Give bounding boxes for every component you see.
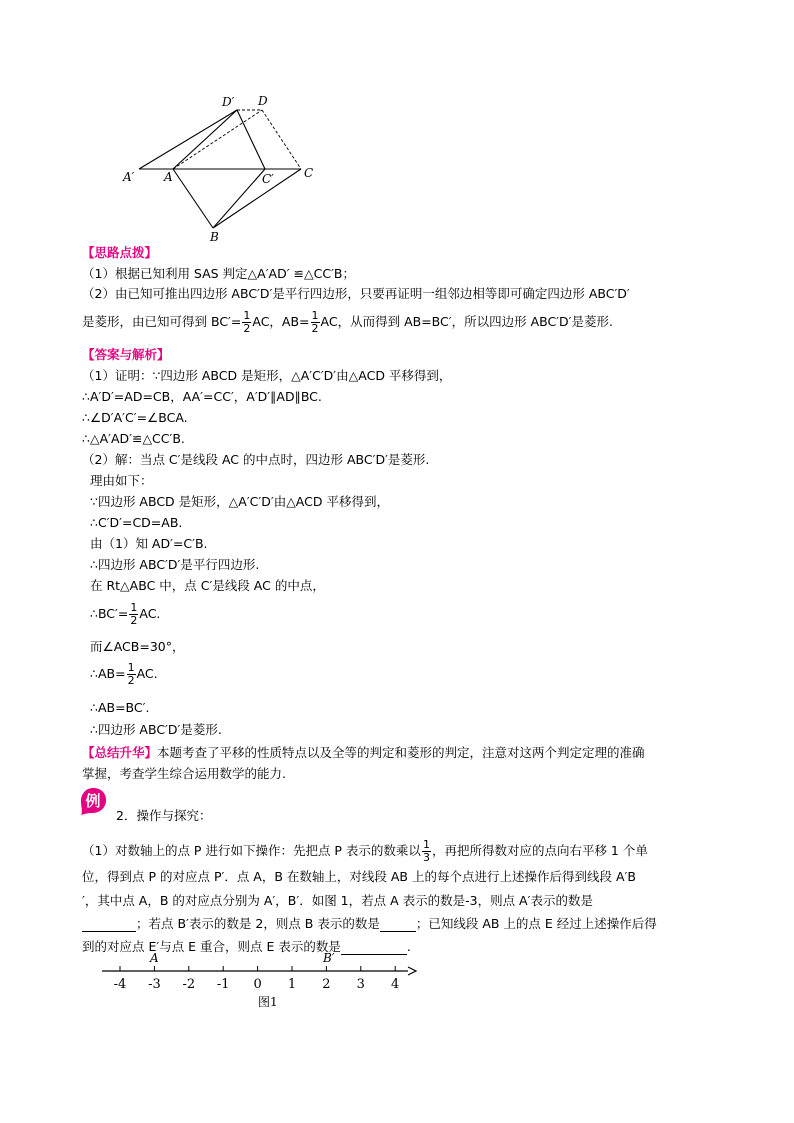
answer-blank-1[interactable] <box>82 919 136 932</box>
tick-label: 3 <box>356 977 365 992</box>
approach-line-3-a: 是菱形，由已知可得到 BC′= <box>82 314 242 329</box>
label-A: A <box>164 170 173 184</box>
solution-line-9: 由（1）知 AD′=C′B. <box>90 536 208 551</box>
example-line-1: （1）对数轴上的点 P 进行如下操作：先把点 P 表示的数乘以 $\frac{1}{3}$ ，再把所得数对应的点向右平移 1 个单 <box>82 838 648 864</box>
solution-line-1: （1）证明：∵四边形 ABCD 是矩形，△A′C′D′由△ACD 平移得到， <box>82 368 452 383</box>
solution-line-8: ∴C′D′=CD=AB. <box>90 515 183 530</box>
geometry-figure <box>110 88 330 248</box>
approach-line-2: （2）由已知可推出四边形 ABC′D′是平行四边形，只要再证明一组邻边相等即可确定四边形 ABC′D′ <box>82 286 630 301</box>
fraction-third: $\frac{1}{3}$ <box>422 838 430 864</box>
label-Cp: C′ <box>262 172 274 186</box>
example-line-2: 位，得到点 P 的对应点 P′．点 A，B 在数轴上，对线段 AB 上的每个点进行上述操作后得到线段 A′B <box>82 869 636 884</box>
label-D: D <box>258 94 268 108</box>
fraction-half: $\frac{1}{2}$ <box>127 661 135 687</box>
tick-label: 1 <box>287 977 297 992</box>
example-line-5: 到的对应点 E′与点 E 重合，则点 E 表示的数是 . <box>82 939 411 954</box>
label-C: C <box>304 166 314 180</box>
solution-line-2: ∴A′D′=AD=CB，AA′=CC′，A′D′∥AD∥BC. <box>82 389 322 404</box>
solution-line-11: 在 Rt△ABC 中，点 C′是线段 AC 的中点， <box>90 578 325 593</box>
tick-label: -4 <box>113 977 127 992</box>
segment-ADp <box>173 110 237 169</box>
summary-line-2: 掌握，考查学生综合运用数学的能力. <box>82 766 286 781</box>
summary-line-1: 【总结升华】本题考查了平移的性质特点以及全等的判定和菱形的判定，注意对这两个判定定理的准确 <box>82 745 645 760</box>
tick-label: -3 <box>148 977 161 992</box>
axis-arrow-icon <box>408 967 416 975</box>
example-badge-icon <box>78 786 108 816</box>
dashed-DC <box>262 110 301 169</box>
example-line-4: ；若点 B′表示的数是 2，则点 B 表示的数是 ；已知线段 AB 上的点 E 经过上述操作后得 <box>82 916 657 932</box>
solution-line-14: ∴AB= $\frac{1}{2}$ AC. <box>90 661 158 687</box>
figure-caption: 图1 <box>258 995 278 1009</box>
label-B: B <box>210 230 219 244</box>
fraction-half: $\frac{1}{2}$ <box>130 601 138 627</box>
approach-line-1: （1）根据已知利用 SAS 判定△A′AD′ ≌△CC′B； <box>82 266 355 281</box>
solution-line-6: 理由如下： <box>90 473 153 488</box>
heading-approach: 【思路点拨】 <box>82 245 158 260</box>
answer-blank-2[interactable] <box>380 919 416 932</box>
solution-line-4: ∴△A′AD′≌△CC′B. <box>82 431 185 446</box>
label-Ap: A′ <box>123 170 135 184</box>
segment-DpCp <box>237 110 265 169</box>
approach-line-3-c: AC，从而得到 AB=BC′，所以四边形 ABC′D′是菱形. <box>320 314 613 329</box>
solution-line-3: ∴∠D′A′C′=∠BCA. <box>82 410 188 425</box>
dashed-AD <box>173 110 262 169</box>
numberline-label-Bp: B′ <box>323 951 335 965</box>
svg-text:例: 例 <box>85 792 101 810</box>
label-Dp: D′ <box>222 95 235 109</box>
example-line-3: ′，其中点 A，B 的对应点分别为 A′，B′．如图 1，若点 A 表示的数是-3，则点 A′表示的数是 <box>82 893 593 908</box>
numberline-label-A: A <box>150 951 159 965</box>
segment-AB <box>173 169 213 228</box>
solution-line-13: 而∠ACB=30°， <box>90 639 185 654</box>
approach-line-3 <box>82 310 613 335</box>
tick-label: 4 <box>391 977 400 992</box>
heading-solution: 【答案与解析】 <box>82 347 170 362</box>
segment-ApDp <box>139 110 237 169</box>
solution-line-15: ∴AB=BC′. <box>90 700 150 715</box>
heading-summary: 【总结升华】 <box>82 745 158 760</box>
solution-line-16: ∴四边形 ABC′D′是菱形. <box>90 722 222 737</box>
tick-label: 0 <box>253 977 262 992</box>
solution-line-12: ∴BC′= $\frac{1}{2}$ AC. <box>90 601 161 627</box>
tick-label: -1 <box>216 977 230 992</box>
solution-line-10: ∴四边形 ABC′D′是平行四边形. <box>90 557 260 572</box>
solution-line-7: ∵四边形 ABCD 是矩形，△A′C′D′由△ACD 平移得到， <box>90 494 389 509</box>
fraction-half: $\frac{1}{2}$ <box>311 309 319 335</box>
number-line-figure <box>96 948 426 1010</box>
fraction-half: $\frac{1}{2}$ <box>243 309 251 335</box>
tick-label: -2 <box>182 977 196 992</box>
approach-line-3-b: AC，AB= <box>252 314 310 329</box>
example-title: 2．操作与探究： <box>116 808 212 823</box>
solution-line-5: （2）解：当点 C′是线段 AC 的中点时，四边形 ABC′D′是菱形. <box>82 452 430 467</box>
tick-label: 2 <box>322 977 331 992</box>
